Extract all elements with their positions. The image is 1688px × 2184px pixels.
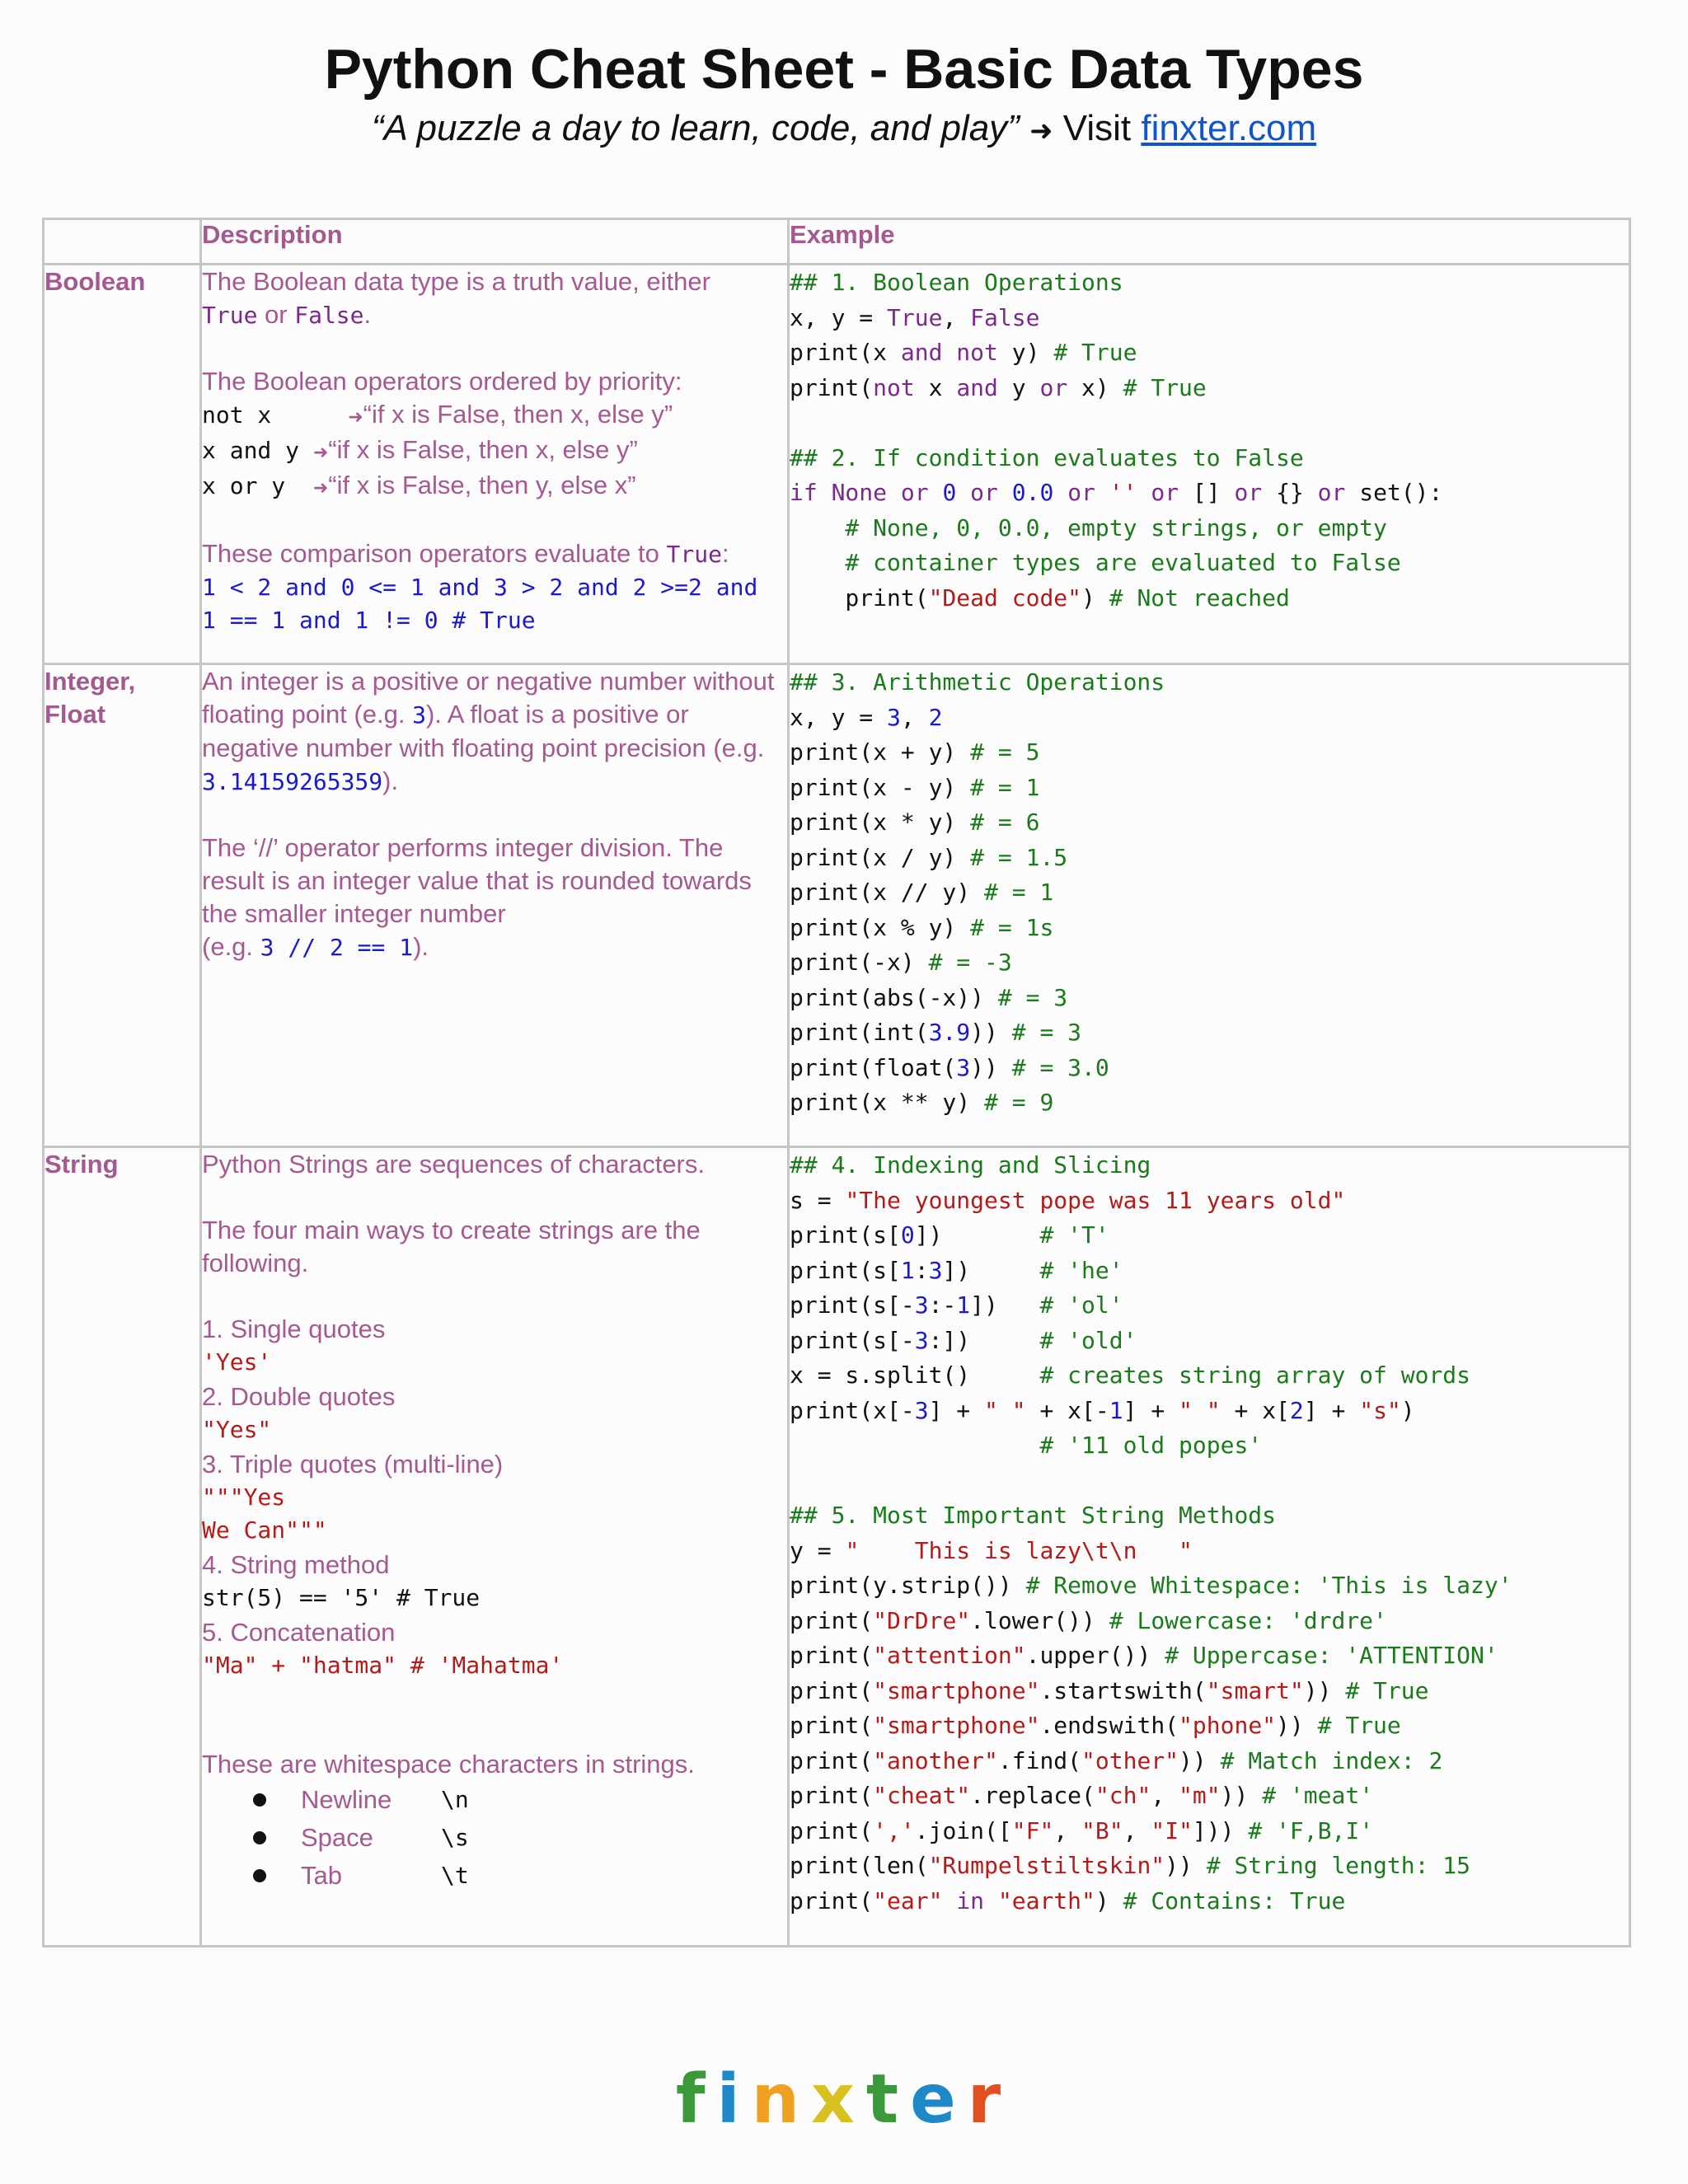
op-not-code: not x [202,401,341,429]
boolean-code [789,265,1630,664]
method-triple-quotes-code-1: """Yes [202,1483,286,1511]
int-division-example: 3 // 2 == 1 [260,934,414,961]
whitespace-name: Space [301,1823,373,1852]
whitespace-name: Newline [301,1785,392,1814]
string-code [789,1147,1630,1947]
or-text: or [257,300,295,329]
code-line [790,405,1629,441]
string-desc-2: The four main ways to create strings are the following. [202,1216,701,1277]
whitespace-code: \s [441,1824,469,1851]
code-line: print(len("Rumpelstiltskin")) # String length: 15 [790,1852,1471,1879]
page-subtitle [0,105,1688,154]
float-desc-text: ). A float is a positive or negative number with floating point precision (e.g. [202,700,765,762]
method-concat: 5. Concatenation [202,1618,396,1647]
whitespace-intro: These are whitespace characters in strings. [202,1750,695,1779]
method-single-quotes-code: 'Yes' [202,1348,272,1376]
method-triple-quotes: 3. Triple quotes (multi-line) [202,1450,504,1479]
logo-letter: r [967,2060,1013,2139]
code-line: s = "The youngest pope was 11 years old" [790,1186,1346,1214]
bullet [253,1831,266,1844]
whitespace-code: \t [441,1862,469,1889]
arrow-icon: ➜ [1029,115,1053,148]
code-line: # container types are evaluated to False [790,549,1401,576]
boolean-desc-text: The Boolean data type is a truth value, either [202,267,710,296]
int-division-text: The ‘//’ operator performs integer division. The result is an integer value that is rounded towards the smaller integer number [202,833,752,928]
header-example: Example [789,219,1630,265]
whitespace-space [202,1819,787,1857]
boolean-description [201,265,789,664]
code-line: x, y = 3, 2 [790,703,943,731]
method-triple-quotes-code-2: We Can""" [202,1516,327,1544]
float-example: 3.14159265359 [202,768,383,795]
method-concat-code: "Ma" + "hatma" # 'Mahatma' [202,1652,564,1679]
number-desc-2 [202,832,787,964]
finxter-link[interactable]: finxter.com [1141,108,1317,148]
code-line: print(s[1:3]) # 'he' [790,1256,1123,1284]
comparison-intro-text: These comparison operators evaluate to [202,539,659,568]
op-or [202,469,787,504]
method-str-code: str(5) == '5' # True [202,1584,481,1611]
code-line: print(x % y) # = 1s [790,913,1054,941]
string-desc-1: Python Strings are sequences of characters. [202,1150,705,1179]
logo-letter: f [675,2060,717,2139]
cheat-sheet-table [42,218,1631,1947]
code-line: print(x and not y) # True [790,339,1137,366]
row-label-string: String [44,1147,201,1947]
op-not [202,398,787,434]
tagline: “A puzzle a day to learn, code, and play” [371,108,1020,148]
row-label-boolean: Boolean [44,265,201,664]
op-and-code: x and y [202,437,313,464]
code-line: x = s.split() # creates string array of words [790,1361,1471,1389]
code-line: print(s[-3:-1]) # 'ol' [790,1291,1123,1319]
eg-text: (e.g. [202,932,254,961]
boolean-row [44,265,1630,664]
bullet [253,1793,266,1807]
code-line: print(s[-3:]) # 'old' [790,1326,1137,1354]
op-and-note: “if x is False, then x, else y” [328,435,638,464]
number-row [44,664,1630,1147]
op-and [202,434,787,469]
colon: : [721,539,729,568]
code-line: ## 1. Boolean Operations [790,269,1123,296]
row-label-integer-float: Integer, Float [44,664,201,1147]
code-line: print(y.strip()) # Remove Whitespace: 'This is lazy' [790,1572,1512,1599]
code-line: x, y = True, False [790,303,1040,331]
paren-end: ). [413,932,429,961]
code-line: print("another".find("other")) # Match index: 2 [790,1746,1443,1774]
whitespace-name: Tab [301,1861,342,1890]
code-line: print(','.join(["F", "B", "I"])) # 'F,B,I' [790,1816,1374,1844]
visit-text: Visit [1062,108,1132,148]
number-description [201,664,789,1147]
code-line: ## 5. Most Important String Methods [790,1502,1277,1529]
code-line: print(x[-3] + " " + x[-1] + " " + x[2] + "s") [790,1396,1415,1424]
code-line: print(-x) # = -3 [790,949,1012,976]
arrow-icon: ➜ [312,442,329,462]
page-title: Python Cheat Sheet - Basic Data Types [324,38,1364,101]
comparison-line-2: 1 == 1 and 1 != 0 # True [202,607,536,634]
code-line: print("smartphone".endswith("phone")) # True [790,1712,1401,1739]
paren-end: ). [382,766,399,795]
comparison-intro [202,537,787,571]
arrow-icon: ➜ [312,477,329,498]
code-line: print("DrDre".lower()) # Lowercase: 'drdre' [790,1606,1387,1634]
code-line: print("ear" in "earth") # Contains: True [790,1886,1346,1915]
whitespace-code: \n [441,1786,469,1813]
code-line: y = " This is lazy\t\n " [790,1536,1193,1564]
code-line: # None, 0, 0.0, empty strings, or empty [790,513,1387,541]
whitespace-tab [202,1857,787,1895]
code-line: print(x + y) # = 5 [790,738,1040,766]
logo-letter: x [811,2060,866,2139]
code-line: print(x - y) # = 1 [790,773,1040,801]
code-line: if None or 0 or 0.0 or '' or [] or {} or set(): [790,479,1443,506]
int-example: 3 [412,701,426,729]
code-line: ## 3. Arithmetic Operations [790,668,1165,696]
header-empty-cell [44,219,201,265]
code-line: print(abs(-x)) # = 3 [790,983,1068,1011]
code-line: # '11 old popes' [790,1432,1263,1459]
code-line: print(int(3.9)) # = 3 [790,1019,1082,1046]
boolean-ops-intro: The Boolean operators ordered by priority: [202,367,682,396]
period: . [363,300,372,329]
op-or-note: “if x is False, then y, else x” [328,471,636,499]
boolean-desc-values [202,298,787,332]
header-row [44,219,1630,265]
code-line: print(float(3)) # = 3.0 [790,1053,1109,1081]
method-str: 4. String method [202,1550,390,1579]
logo-letter: t [865,2060,911,2139]
op-not-note: “if x is False, then x, else y” [363,400,673,429]
code-line: print(s[0]) # 'T' [790,1221,1109,1249]
finxter-logo [0,2060,1688,2139]
code-line: print("Dead code") # Not reached [790,583,1290,612]
comparison-line-1: 1 < 2 and 0 <= 1 and 3 > 2 and 2 >=2 and [202,574,758,601]
code-line: ## 4. Indexing and Slicing [790,1151,1151,1179]
code-line: print(not x and y or x) # True [790,373,1207,401]
op-or-code: x or y [202,472,313,499]
code-line: print(x / y) # = 1.5 [790,843,1068,871]
arrow-icon: ➜ [348,406,363,427]
code-line [790,1464,1629,1499]
code-line: print("cheat".replace("ch", "m")) # 'meat' [790,1782,1374,1809]
logo-letter: n [751,2060,811,2139]
string-description [201,1147,789,1947]
arithmetic-code [789,664,1630,1147]
method-double-quotes-code: "Yes" [202,1416,272,1443]
code-line: print(x ** y) # = 9 [790,1089,1054,1116]
code-line: print("smartphone".startswith("smart")) # True [790,1676,1429,1704]
logo-letter: e [910,2060,968,2139]
number-desc-text: An integer is a positive or negative number without floating point (e.g. [202,667,775,729]
true-literal: True [202,302,258,329]
code-line: print("attention".upper()) # Uppercase: 'ATTENTION' [790,1642,1498,1669]
number-desc-1 [202,665,787,799]
code-line: print(x // y) # = 1 [790,879,1054,906]
string-row [44,1147,1630,1947]
whitespace-newline [202,1781,787,1819]
code-line: ## 2. If condition evaluates to False [790,443,1304,471]
bullet [253,1869,266,1882]
logo-letter: i [716,2060,752,2139]
method-double-quotes: 2. Double quotes [202,1382,396,1411]
method-single-quotes: 1. Single quotes [202,1315,386,1343]
false-literal: False [294,302,364,329]
header-description: Description [201,219,789,265]
code-line: print(x * y) # = 6 [790,808,1040,836]
comparison-true: True [666,541,722,568]
